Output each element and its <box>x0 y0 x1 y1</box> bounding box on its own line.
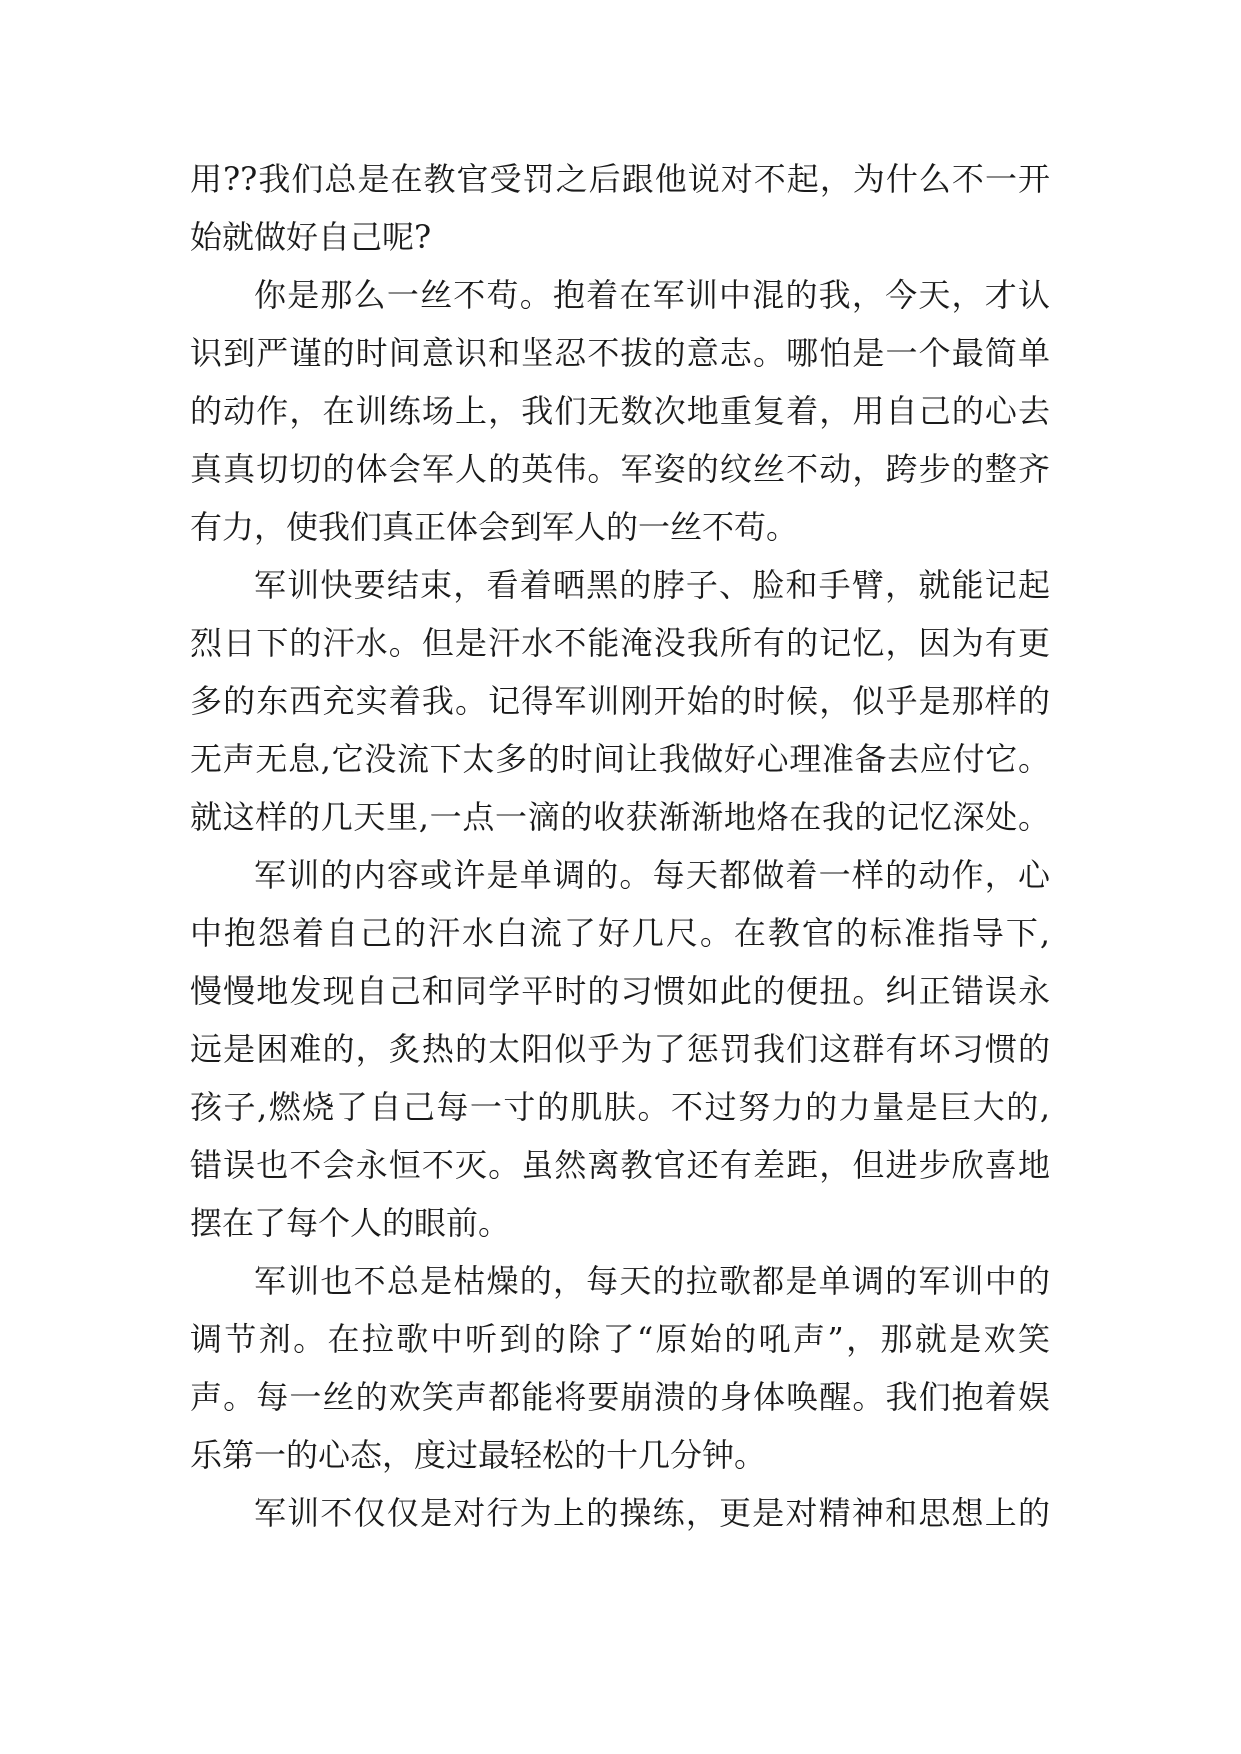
text-line: 用??我们总是在教官受罚之后跟他说对不起，为什么不一开 <box>190 160 1050 198</box>
text-line: 多的东西充实着我。记得军训刚开始的时候，似乎是那样的 <box>190 682 1050 720</box>
text-line: 摆在了每个人的眼前。 <box>190 1204 511 1242</box>
text-line: 孩子,燃烧了自己每一寸的肌肤。不过努力的力量是巨大的, <box>190 1088 1050 1126</box>
paragraph-start-line: 军训不仅仅是对行为上的操练，更是对精神和思想上的 <box>254 1494 1050 1532</box>
text-line: 错误也不会永恒不灭。虽然离教官还有差距，但进步欣喜地 <box>190 1146 1050 1184</box>
text-line: 识到严谨的时间意识和坚忍不拔的意志。哪怕是一个最简单 <box>190 334 1050 372</box>
text-line: 烈日下的汗水。但是汗水不能淹没我所有的记忆，因为有更 <box>190 624 1050 662</box>
paragraph-start-line: 军训也不总是枯燥的，每天的拉歌都是单调的军训中的 <box>254 1262 1050 1300</box>
text-line: 就这样的几天里,一点一滴的收获渐渐地烙在我的记忆深处。 <box>190 798 1050 836</box>
text-line: 慢慢地发现自己和同学平时的习惯如此的便扭。纠正错误永 <box>190 972 1050 1010</box>
text-line: 中抱怨着自己的汗水白流了好几尺。在教官的标准指导下, <box>190 914 1050 952</box>
text-line: 无声无息,它没流下太多的时间让我做好心理准备去应付它。 <box>190 740 1050 778</box>
text-line: 始就做好自己呢? <box>190 218 432 256</box>
text-line: 有力，使我们真正体会到军人的一丝不苟。 <box>190 508 799 546</box>
document-body <box>190 150 1050 1542</box>
paragraph-start-line: 军训的内容或许是单调的。每天都做着一样的动作，心 <box>254 856 1050 894</box>
text-line: 真真切切的体会军人的英伟。军姿的纹丝不动，跨步的整齐 <box>190 450 1050 488</box>
paragraph-start-line: 你是那么一丝不苟。抱着在军训中混的我，今天，才认 <box>254 276 1050 314</box>
text-line: 远是困难的，炙热的太阳似乎为了惩罚我们这群有坏习惯的 <box>190 1030 1050 1068</box>
paragraph-start-line: 军训快要结束，看着晒黑的脖子、脸和手臂，就能记起 <box>254 566 1050 604</box>
text-line: 乐第一的心态，度过最轻松的十几分钟。 <box>190 1436 767 1474</box>
text-line: 的动作，在训练场上，我们无数次地重复着，用自己的心去 <box>190 392 1050 430</box>
text-line: 调节剂。在拉歌中听到的除了“原始的吼声”，那就是欢笑 <box>190 1320 1050 1358</box>
text-line: 声。每一丝的欢笑声都能将要崩溃的身体唤醒。我们抱着娱 <box>190 1378 1050 1416</box>
